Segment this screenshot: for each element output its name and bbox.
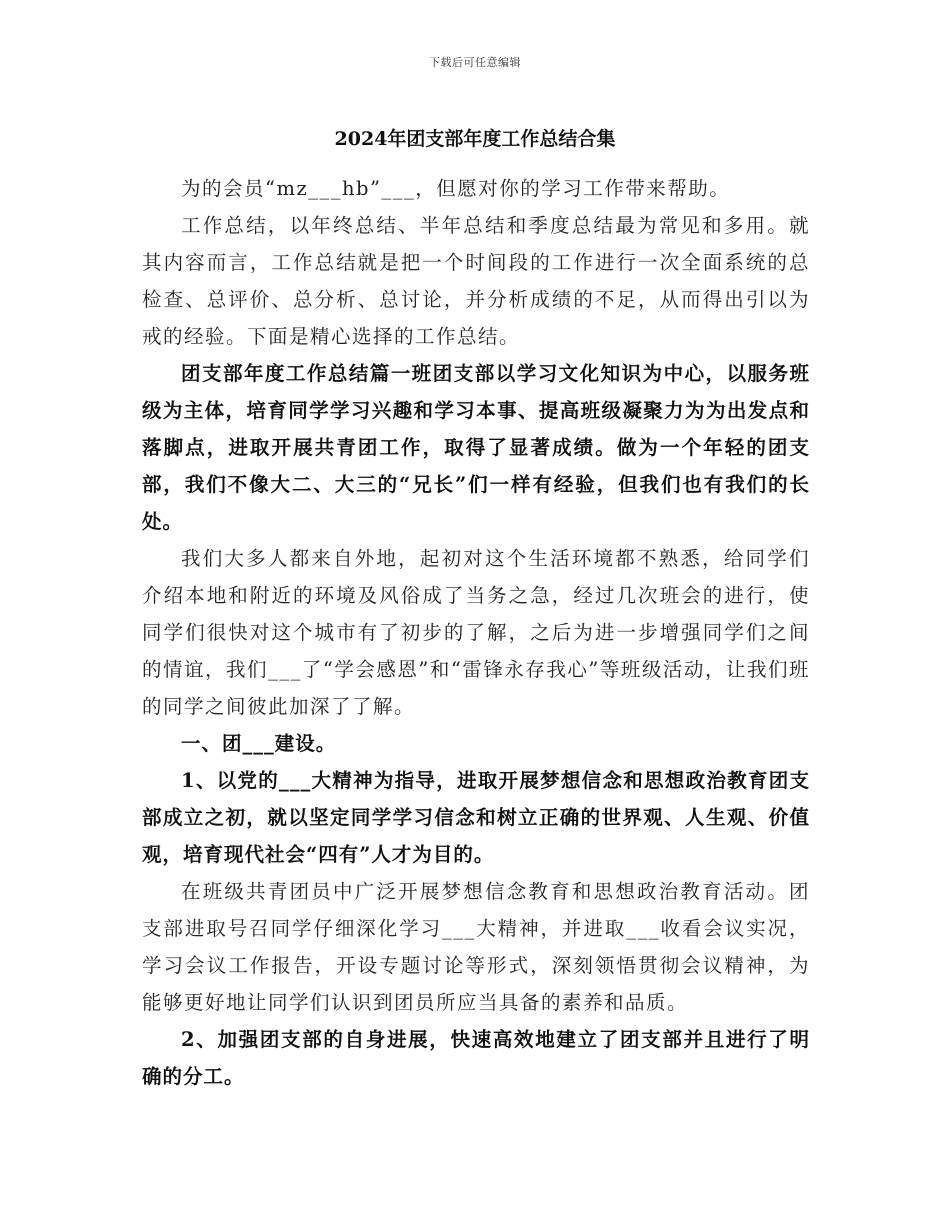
background-paragraph: 我们大多人都来自外地，起初对这个生活环境都不熟悉，给同学们介绍本地和附近的环境及风俗成了当务之急，经过几次班会的进行，使同学们很快对这个城市有了初步的了解，之后为进一步增强同学们之间的情谊，我们___了“学会感恩”和“雷锋永存我心”等班级活动，让我们班的同学之间彼此加深了了解。 bbox=[142, 547, 810, 718]
section-heading-construction: 一、团___建设。 bbox=[181, 732, 337, 755]
document-title: 2024年团支部年度工作总结合集 bbox=[334, 128, 616, 150]
document-body bbox=[142, 170, 810, 1095]
summary-definition-paragraph: 工作总结，以年终总结、半年总结和季度总结最为常见和多用。就其内容而言，工作总结就是把一个时间段的工作进行一次全面系统的总检查、总评价、总分析、总讨论，并分析成绩的不足，从而得出引以为戒的经验。下面是精心选择的工作总结。 bbox=[142, 214, 810, 348]
page-header-note: 下载后可任意编辑 bbox=[429, 56, 521, 69]
point-one-paragraph: 1、以党的___大精神为指导，进取开展梦想信念和思想政治教育团支部成立之初，就以坚定同学学习信念和树立正确的世界观、人生观、价值观，培育现代社会“四有”人才为目的。 bbox=[142, 769, 810, 866]
point-two-paragraph: 2、加强团支部的自身进展，快速高效地建立了团支部并且进行了明确的分工。 bbox=[142, 1028, 810, 1088]
intro-paragraph: 为的会员“mz___hb”___，但愿对你的学习工作带来帮助。 bbox=[181, 177, 731, 200]
section-one-heading-paragraph: 团支部年度工作总结篇一班团支部以学习文化知识为中心，以服务班级为主体，培育同学学习兴趣和学习本事、提高班级凝聚力为为出发点和落脚点，进取开展共青团工作，取得了显著成绩。做为一个年轻的团支部，我们不像大二、大三的“兄长”们一样有经验，但我们也有我们的长处。 bbox=[142, 362, 810, 533]
education-paragraph: 在班级共青团员中广泛开展梦想信念教育和思想政治教育活动。团支部进取号召同学仔细深化学习___大精神，并进取___收看会议实况，学习会议工作报告，开设专题讨论等形式，深刻领悟贯彻会议精神，为能够更好地让同学们认识到团员所应当具备的素养和品质。 bbox=[142, 880, 810, 1014]
